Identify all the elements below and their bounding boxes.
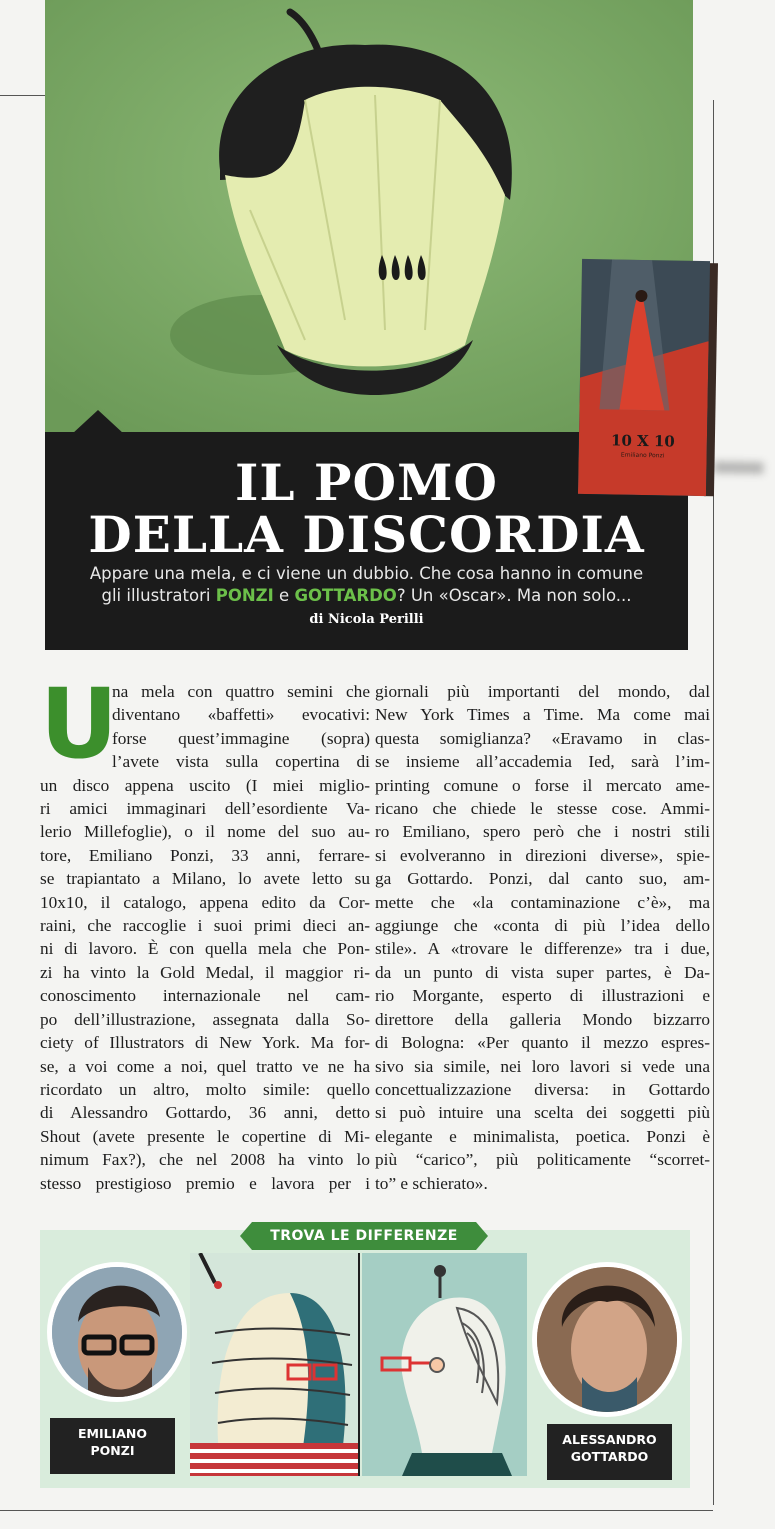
text-line: giornali più importanti del mondo, dal xyxy=(375,682,710,701)
article-column-left xyxy=(40,680,370,1195)
standfirst-line-2 xyxy=(45,585,688,607)
book-title: 10 X 10 xyxy=(610,431,675,451)
name-tag-line: GOTTARDO xyxy=(570,1449,649,1464)
page-rule-top-left xyxy=(0,95,45,96)
text-line: se insieme all’accademia Ied, sarà l’im- xyxy=(375,752,710,772)
barbed-wire-head-illustration xyxy=(190,1253,360,1476)
name-tag-gottardo xyxy=(547,1424,672,1480)
text-line: na mela con quattro semini che xyxy=(112,682,370,701)
text-line: più “carico”, più politicamente “scorret- xyxy=(375,1150,710,1170)
standfirst-text: e xyxy=(273,586,295,605)
text-line: questa somiglianza? «Eravamo in clas- xyxy=(375,728,710,748)
comparison-tab-label: TROVA LE DIFFERENZE xyxy=(252,1222,476,1250)
text-line: elegante e minimalista, poetica. Ponzi è xyxy=(375,1126,710,1146)
text-line: 10x10, il catalogo, appena edito da Cor- xyxy=(40,892,370,912)
name-tag-line: EMILIANO xyxy=(77,1426,147,1441)
standfirst-line-1: Appare una mela, e ci viene un dubbio. Che cosa hanno in comune xyxy=(89,564,644,583)
standfirst-text: gli illustratori xyxy=(101,586,216,605)
standfirst-text: ? Un «Oscar». Ma non solo... xyxy=(396,586,632,605)
book-cover-face xyxy=(578,259,710,496)
text-line: nimum Fax?), che nel 2008 ha vinto lo xyxy=(40,1150,370,1170)
text-line: se trapiantato a Milano, lo avete letto su xyxy=(40,869,370,889)
text-line: lerio Millefoglie), o il nome del suo au- xyxy=(40,822,370,842)
headline-line-2: DELLA DISCORDIA xyxy=(88,505,645,564)
text-line: l’avete vista sulla copertina di xyxy=(112,752,370,772)
text-line: sivo sia simile, nei loro lavori si vede una xyxy=(375,1056,710,1076)
text-line: ro Emiliano, spero però che i nostri stili xyxy=(375,822,710,842)
text-line: po dell’illustrazione, assegnata dalla So- xyxy=(40,1009,370,1029)
illustration-gottardo xyxy=(362,1253,527,1476)
text-line: ciety of Illustrators di New York. Ma for- xyxy=(40,1033,370,1053)
portrait-alessandro-gottardo xyxy=(532,1262,682,1417)
text-line: New York Times a Time. Ma come mai xyxy=(375,705,710,725)
name-tag-line: PONZI xyxy=(90,1443,135,1458)
text-line: concettualizzazione diversa: in Gottardo xyxy=(375,1079,710,1099)
person-portrait-icon xyxy=(52,1267,182,1397)
text-line: mette che «la contaminazione c’è», ma xyxy=(375,892,710,912)
article-column-right xyxy=(375,680,710,1195)
text-line: rio Morgante, esperto di illustrazioni e xyxy=(375,986,710,1006)
name-tag-ponzi xyxy=(50,1418,175,1474)
text-line: un disco appena uscito (I miei miglio- xyxy=(40,775,370,795)
text-line: stile». A «trovare le differenze» tra i due, xyxy=(375,939,710,959)
text-line: Shout (avete presente le copertine di Mi- xyxy=(40,1126,370,1146)
name-highlight-gottardo: GOTTARDO xyxy=(294,586,397,605)
text-line: diventano «baffetti» evocativi: xyxy=(112,705,370,725)
text-line: se, a voi come a noi, quel tratto ve ne ha xyxy=(40,1056,370,1076)
text-line: zi ha vinto la Gold Medal, il maggior ri- xyxy=(40,962,370,982)
book-shadow xyxy=(713,461,763,474)
profile-head-illustration xyxy=(362,1253,527,1476)
byline: di Nicola Perilli xyxy=(309,612,424,627)
text-line: ricano che chiede le stesse cose. Ammi- xyxy=(375,799,710,819)
text-line: raini, che raccoglie i suoi primi dieci an- xyxy=(40,916,370,936)
text-line: ni di lavoro. È con quella mela che Pon- xyxy=(40,939,370,959)
headline-line-1: IL POMO xyxy=(234,453,498,512)
title-band-notch xyxy=(72,410,124,434)
book-figure-icon xyxy=(579,259,710,421)
text-line: tore, Emiliano Ponzi, 33 anni, ferrare- xyxy=(40,845,370,865)
text-line: di Alessandro Gottardo, 36 anni, detto xyxy=(40,1103,370,1123)
text-line: conoscimento internazionale nel cam- xyxy=(40,986,370,1006)
book-cover xyxy=(578,259,710,496)
text-line: printing comune o forse il mercato ame- xyxy=(375,775,710,795)
portrait-emiliano-ponzi xyxy=(47,1262,187,1402)
page-rule-bottom xyxy=(0,1510,713,1511)
text-line: ri amici immaginari dell’esordiente Va- xyxy=(40,799,370,819)
text-line: ricordato un altro, molto simile: quello xyxy=(40,1079,370,1099)
text-line: to” e schierato». xyxy=(375,1173,488,1193)
text-line: aggiunge che «conta di più l’idea dello xyxy=(375,916,710,936)
name-highlight-ponzi: PONZI xyxy=(215,586,274,605)
text-line: direttore della galleria Mondo bizzarro xyxy=(375,1009,710,1029)
illustration-ponzi xyxy=(190,1253,360,1476)
drop-cap: U xyxy=(40,668,118,780)
text-line: ga Gottardo. Ponzi, dal canto suo, am- xyxy=(375,869,710,889)
text-line: stesso prestigioso premio e lavora per i xyxy=(40,1173,370,1193)
text-line: si evolveranno in direzioni diverse», spie- xyxy=(375,845,710,865)
text-line: forse quest’immagine (sopra) xyxy=(112,728,370,748)
text-line: da un punto di vista super partes, è Da- xyxy=(375,962,710,982)
person-portrait-icon xyxy=(537,1267,677,1412)
book-author: Emiliano Ponzi xyxy=(620,451,665,460)
text-line: si può intuire una scelta dei soggetti più xyxy=(375,1103,710,1123)
text-line: di Bologna: «Per quanto il mezzo espres- xyxy=(375,1033,710,1053)
name-tag-line: ALESSANDRO xyxy=(562,1432,657,1447)
